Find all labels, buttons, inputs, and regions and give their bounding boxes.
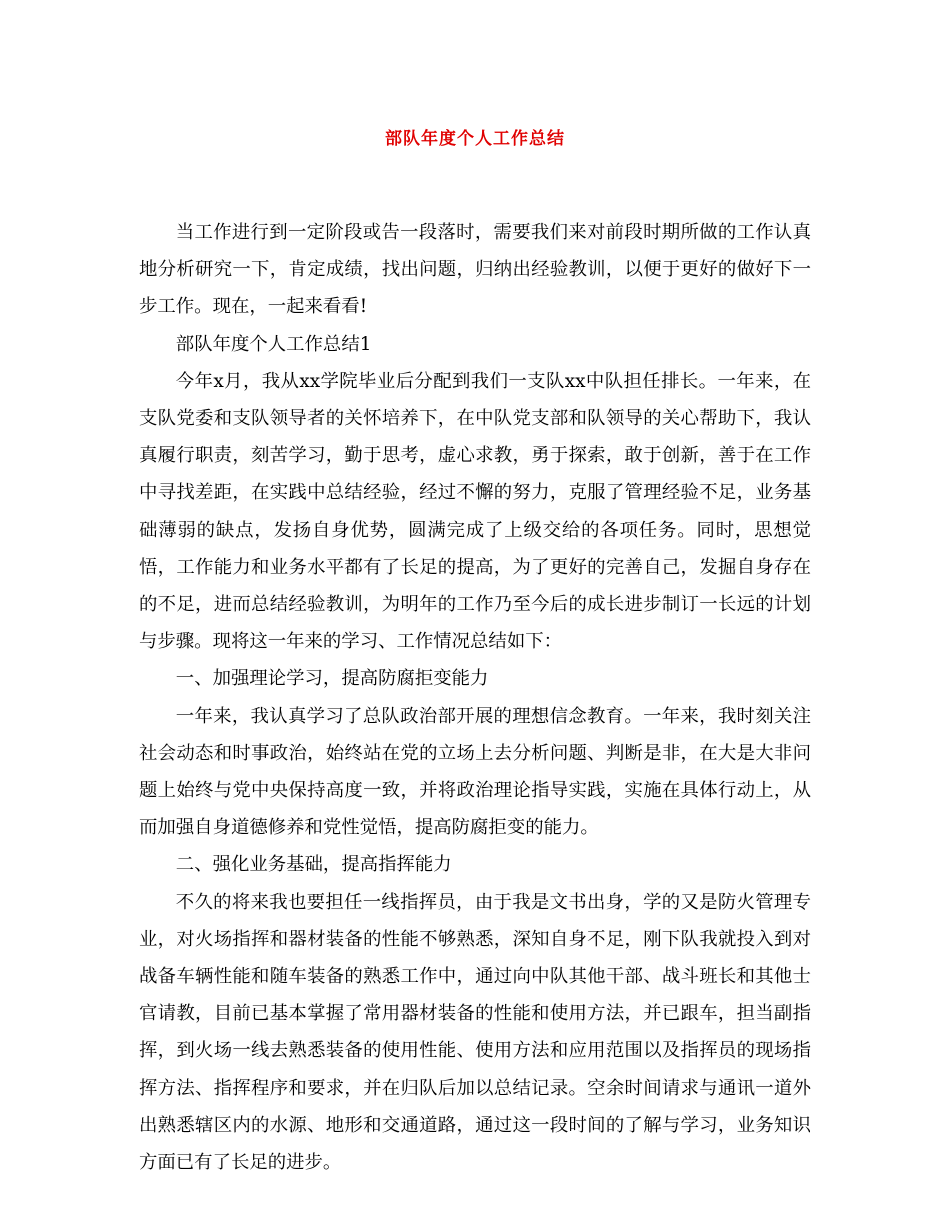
paragraph-heading-2: 二、强化业务基础，提高指挥能力 xyxy=(175,854,452,876)
paragraph-theory-study: 一年来，我认真学习了总队政治部开展的理想信念教育。一年来，我时刻关注社会动态和时事政治，始终站在党的立场上去分析问题、判断是非，在大是大非问题上始终与党中央保持高度一致，并将政治理论指导实践，实施在具体行动上，从而加强自身道德修养和党性觉悟，提高防腐拒变的能力。 xyxy=(139,705,811,839)
paragraph-overview: 今年x月，我从xx学院毕业后分配到我们一支队xx中队担任排长。一年来，在支队党委和支队领导者的关怀培养下，在中队党支部和队领导的关心帮助下，我认真履行职责，刻苦学习，勤于思考，虚心求教，勇于探索，敢于创新，善于在工作中寻找差距，在实践中总结经验，经过不懈的努力，克服了管理经验不足，业务基础薄弱的缺点，发扬自身优势，圆满完成了上级交给的各项任务。同时，思想觉悟，工作能力和业务水平都有了长足的提高，为了更好的完善自己，发掘自身存在的不足，进而总结经验教训，为明年的工作乃至今后的成长进步制订一长远的计划与步骤。现将这一年来的学习、工作情况总结如下： xyxy=(139,370,811,653)
document-body xyxy=(139,214,811,1181)
paragraph-business-foundation: 不久的将来我也要担任一线指挥员，由于我是文书出身，学的又是防火管理专业，对火场指挥和器材装备的性能不够熟悉，深知自身不足，刚下队我就投入到对战备车辆性能和随车装备的熟悉工作中，通过向中队其他干部、战斗班长和其他士官请教，目前已基本掌握了常用器材装备的性能和使用方法，并已跟车，担当副指挥，到火场一线去熟悉装备的使用性能、使用方法和应用范围以及指挥员的现场指挥方法、指挥程序和要求，并在归队后加以总结记录。空余时间请求与通讯一道外出熟悉辖区内的水源、地形和交通道路，通过这一段时间的了解与学习，业务知识方面已有了长足的进步。 xyxy=(139,891,811,1174)
paragraph-section-heading: 部队年度个人工作总结1 xyxy=(175,333,372,355)
document-title: 部队年度个人工作总结 xyxy=(385,129,565,149)
paragraph-heading-1: 一、加强理论学习，提高防腐拒变能力 xyxy=(175,668,489,690)
paragraph-intro: 当工作进行到一定阶段或告一段落时，需要我们来对前段时期所做的工作认真地分析研究一下，肯定成绩，找出问题，归纳出经验教训，以便于更好的做好下一步工作。现在，一起来看看! xyxy=(139,222,811,318)
